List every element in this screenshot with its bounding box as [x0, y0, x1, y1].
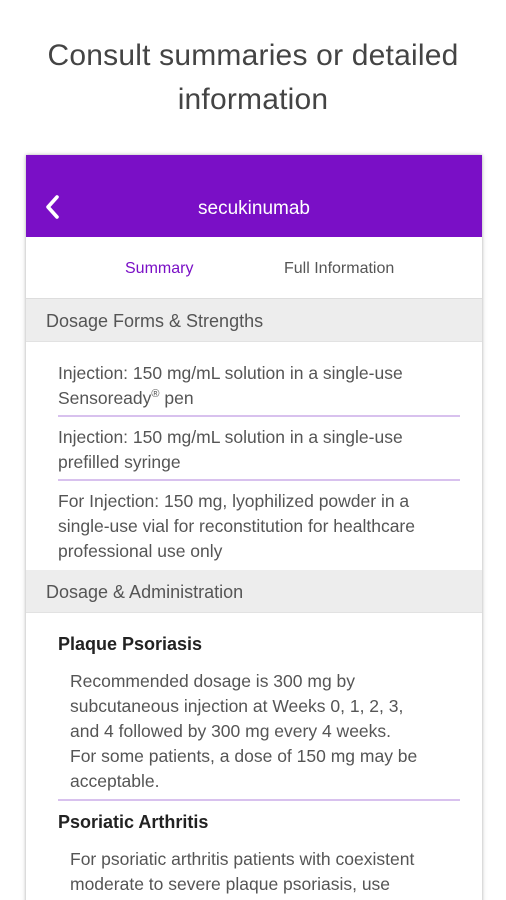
- text-line: moderate to severe plaque psoriasis, use: [70, 874, 391, 894]
- list-item-line: [58, 386, 460, 411]
- list-item-line: single-use vial for reconstitution for healthcare: [58, 516, 415, 536]
- list-item-line: For Injection: 150 mg, lyophilized powder in a: [58, 491, 410, 511]
- indication-text: [70, 847, 464, 897]
- list-item: [58, 425, 460, 475]
- list-item: [58, 489, 460, 564]
- text-line: subcutaneous injection at Weeks 0, 1, 2, 3,: [70, 696, 404, 716]
- item-divider: [58, 479, 460, 481]
- text-line: Recommended dosage is 300 mg by: [70, 671, 356, 691]
- list-item-line: Injection: 150 mg/mL solution in a single-use: [58, 363, 403, 383]
- list-item-tail: pen: [159, 388, 194, 408]
- list-item-line: Injection: 150 mg/mL solution in a single-use: [58, 427, 403, 447]
- text-line: and 4 followed by 300 mg every 4 weeks.: [70, 721, 392, 741]
- indication-title: Psoriatic Arthritis: [58, 812, 209, 832]
- text-line: acceptable.: [70, 771, 160, 791]
- section-header-label: Dosage Forms & Strengths: [46, 311, 264, 331]
- brand-name: Sensoready: [58, 388, 152, 408]
- tab-bar: [26, 237, 482, 299]
- list-item: [58, 361, 460, 411]
- text-line: For psoriatic arthritis patients with coexistent: [70, 849, 415, 869]
- indication-text: [70, 669, 464, 794]
- text-line: For some patients, a dose of 150 mg may be: [70, 746, 418, 766]
- app-bar: [26, 155, 482, 237]
- promo-caption-line-1: Consult summaries or detailed: [47, 39, 459, 72]
- promo-caption-line-2: information: [177, 83, 329, 116]
- tab-full-information[interactable]: Full Information: [284, 260, 395, 277]
- drug-title: secukinumab: [198, 198, 310, 219]
- app-screen: [26, 155, 482, 900]
- section-header-dosage-administration[interactable]: [26, 570, 482, 613]
- list-item-line: professional use only: [58, 541, 223, 561]
- promo-caption: [0, 34, 506, 122]
- indication-title: Plaque Psoriasis: [58, 634, 203, 654]
- tab-summary[interactable]: Summary: [125, 260, 194, 277]
- item-divider: [58, 415, 460, 417]
- registered-mark: ®: [151, 388, 160, 401]
- item-divider: [58, 799, 460, 801]
- section-header-dosage-forms[interactable]: [26, 299, 482, 342]
- list-item-line: prefilled syringe: [58, 452, 181, 472]
- section-header-label: Dosage & Administration: [46, 582, 244, 602]
